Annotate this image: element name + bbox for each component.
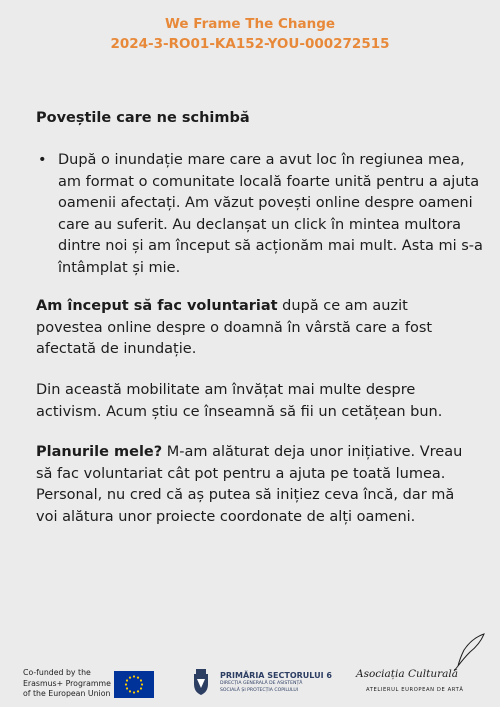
primaria-sub-2: SOCIALĂ ȘI PROTECȚIA COPILULUI [220, 687, 299, 693]
paragraph-volunteering-text: după ce am auzit povestea online despre o doamnă în vârstă care a fost afectată de inundație. [36, 298, 433, 357]
paragraph-plans-bold: Planurile mele? [36, 444, 163, 460]
primaria-logo-text [220, 671, 332, 693]
asociatia-name: Asociația Culturală [356, 668, 459, 680]
section-heading: Poveștile care ne schimbă [36, 110, 250, 126]
header-title: We Frame The Change [164, 16, 336, 32]
footer-logos [0, 630, 500, 707]
bullet-list [36, 150, 488, 279]
paragraph-volunteering [36, 296, 466, 361]
eu-flag-icon [114, 671, 154, 698]
erasmus-cofund-text [23, 668, 111, 700]
paragraph-volunteering-bold: Am început să fac voluntariat [36, 298, 278, 314]
paragraph-plans-text: M-am alăturat deja unor inițiative. Vreau să fac voluntariat cât pot pentru a ajuta pe toată lumea. Personal, nu cred că aș putea să inițiez ceva încă, dar mă voi alătura unor proiecte coordonate de alți oameni. [36, 444, 463, 525]
paragraph-plans [36, 442, 466, 528]
quill-icon [448, 632, 488, 672]
primaria-sub-1: DIRECȚIA GENERALĂ DE ASISTENȚĂ [220, 681, 303, 686]
header-project-code: 2024-3-RO01-KA152-YOU-000272515 [110, 36, 390, 52]
asociatia-logo [352, 632, 492, 702]
asociatia-subtitle: ATELIERUL EUROPEAN DE ARTĂ [366, 687, 464, 693]
primaria-title: PRIMĂRIA SECTORULUI 6 [220, 671, 332, 680]
cofund-line-1: Co-funded by the [23, 668, 91, 677]
cofund-line-2: Erasmus+ Programme [23, 678, 111, 688]
sector6-crest-icon [190, 668, 212, 696]
bullet-text: După o inundație mare care a avut loc în regiunea mea, am format o comunitate locală foarte unită pentru a ajuta oamenii afectați. Am văzut povești online despre oameni care au suferit. Au declanșat un click în mintea multora dintre noi și am început să acționăm mai mult. Asta mi s-a întâmplat și mie. [58, 152, 483, 276]
paragraph-activism: Din această mobilitate am învățat mai multe despre activism. Acum știu ce înseamnă să fii un cetățean bun. [36, 382, 443, 420]
document-header [0, 14, 500, 54]
list-item [38, 150, 488, 279]
cofund-line-3: of the European Union [23, 689, 111, 698]
bullet-icon: • [38, 152, 47, 168]
